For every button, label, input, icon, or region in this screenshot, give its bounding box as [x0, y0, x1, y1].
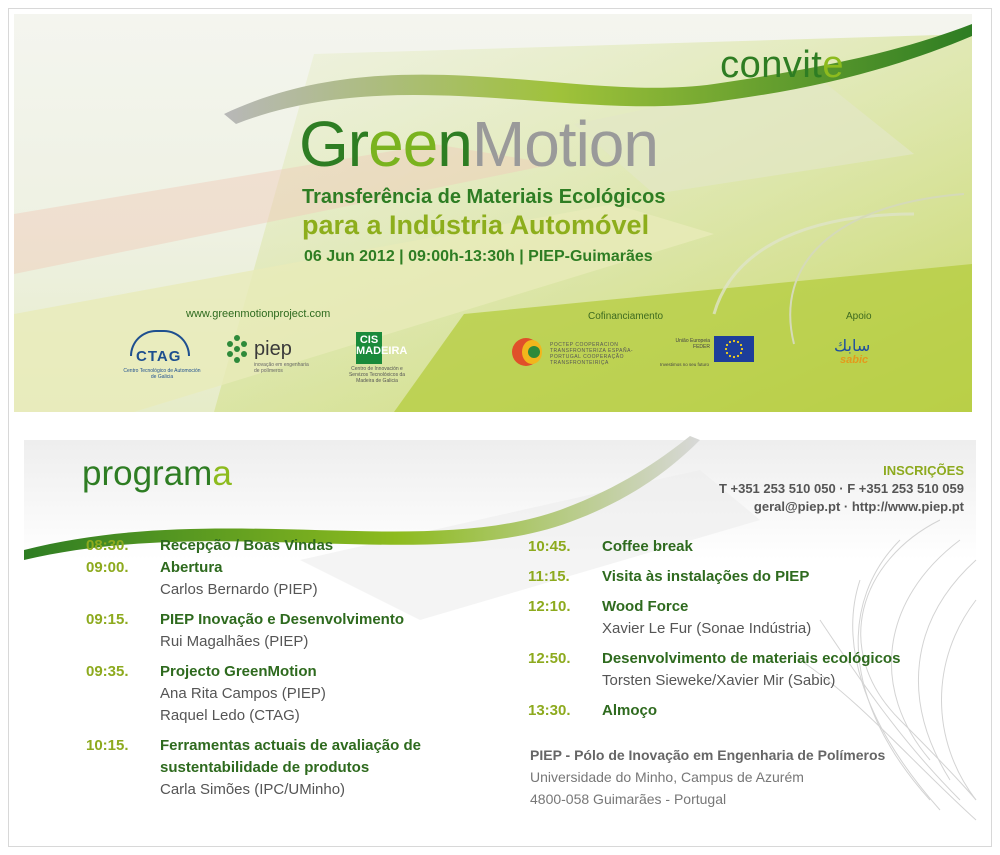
- inscricoes-block: [719, 462, 964, 516]
- item-title: Visita às instalações do PIEP: [602, 568, 810, 585]
- address-title: PIEP - Pólo de Inovação em Engenharia de Polímeros: [530, 747, 886, 763]
- item-speaker: Xavier Le Fur (Sonae Indústria): [602, 620, 812, 637]
- programme-item: [528, 536, 900, 558]
- programa-heading: programa: [82, 454, 232, 493]
- programme-item: [528, 700, 900, 722]
- sabic-logo: سابك sabic: [834, 336, 871, 366]
- contact-phone: T +351 253 510 050 · F +351 253 510 059: [718, 481, 964, 496]
- item-title: Almoço: [602, 702, 658, 719]
- item-time: 09:15.: [86, 611, 129, 628]
- item-speaker: Ana Rita Campos (PIEP): [160, 685, 326, 702]
- item-title: Desenvolvimento de materiais ecológicos: [602, 650, 901, 667]
- address-line-2: 4800-058 Guimarães - Portugal: [530, 791, 727, 807]
- item-title: Projecto GreenMotion: [160, 663, 317, 680]
- venue-address: [530, 744, 885, 810]
- programme-item: [86, 609, 421, 653]
- item-speaker: Torsten Sieweke/Xavier Mir (Sabic): [602, 672, 836, 689]
- item-time: 09:35.: [86, 663, 129, 680]
- cis-madeira-logo: CIS MADEIRA Centro de Innovación e Servizos Tecnolóxicos da Madeira de Galicia: [348, 334, 408, 384]
- item-speaker: Rui Magalhães (PIEP): [160, 633, 309, 650]
- cofinanciamento-label: Cofinanciamento: [588, 311, 664, 322]
- programme-item: [528, 566, 900, 588]
- eu-feder-logo: União Europeia FEDER Investimos no seu futuro: [660, 336, 760, 376]
- inscricoes-label: INSCRIÇÕES: [883, 463, 964, 478]
- programme-item: [86, 535, 421, 557]
- item-speaker: Carlos Bernardo (PIEP): [160, 581, 318, 598]
- item-time: 10:15.: [86, 737, 129, 754]
- project-website-link[interactable]: www.greenmotionproject.com: [186, 308, 331, 320]
- item-speaker: Carla Simões (IPC/UMinho): [160, 781, 346, 798]
- programme-item: [86, 557, 421, 601]
- item-title: PIEP Inovação e Desenvolvimento: [160, 611, 404, 628]
- programme-item: [86, 661, 421, 727]
- item-time: 08:30.: [86, 537, 129, 554]
- programme-item: [528, 648, 900, 692]
- ctag-logo: CTAG Centro Tecnológico de Automoción de Galicia: [122, 330, 202, 386]
- item-time: 10:45.: [528, 538, 571, 555]
- item-title: Recepção / Boas Vindas: [160, 537, 334, 554]
- programme-right-column: [528, 536, 900, 730]
- item-title: Abertura: [160, 559, 223, 576]
- programme-left-column: [86, 535, 421, 809]
- convite-heading: convite: [720, 44, 844, 86]
- subtitle-line-2: para a Indústria Automóvel: [302, 210, 650, 240]
- item-time: 12:10.: [528, 598, 571, 615]
- item-title: Ferramentas actuais de avaliação de: [160, 737, 421, 754]
- address-line-1: Universidade do Minho, Campus de Azurém: [530, 769, 804, 785]
- item-title: Coffee break: [602, 538, 693, 555]
- subtitle-line-1: Transferência de Materiais Ecológicos: [302, 186, 666, 208]
- item-time: 12:50.: [528, 650, 571, 667]
- item-title: Wood Force: [602, 598, 689, 615]
- poctep-logo: POCTEP COOPERACION TRANSFRONTERIZA ESPAÑA-PORTUGAL COOPERAÇÃO TRANSFRONTEIRIÇA: [512, 336, 642, 376]
- item-title-cont: sustentabilidade de produtos: [160, 759, 370, 776]
- programme-item: [528, 596, 900, 640]
- programme-item: [86, 735, 421, 801]
- piep-logo: piep inovação em engenharia de polímeros: [224, 332, 314, 384]
- apoio-label: Apoio: [846, 311, 872, 322]
- contact-web[interactable]: geral@piep.pt · http://www.piep.pt: [753, 499, 964, 514]
- item-time: 13:30.: [528, 702, 571, 719]
- item-speaker: Raquel Ledo (CTAG): [160, 707, 300, 724]
- item-time: 11:15.: [528, 568, 570, 585]
- greenmotion-wordmark: GreenMotion: [299, 108, 658, 180]
- item-time: 09:00.: [86, 559, 129, 576]
- event-date-line: 06 Jun 2012 | 09:00h-13:30h | PIEP-Guimarães: [304, 248, 653, 265]
